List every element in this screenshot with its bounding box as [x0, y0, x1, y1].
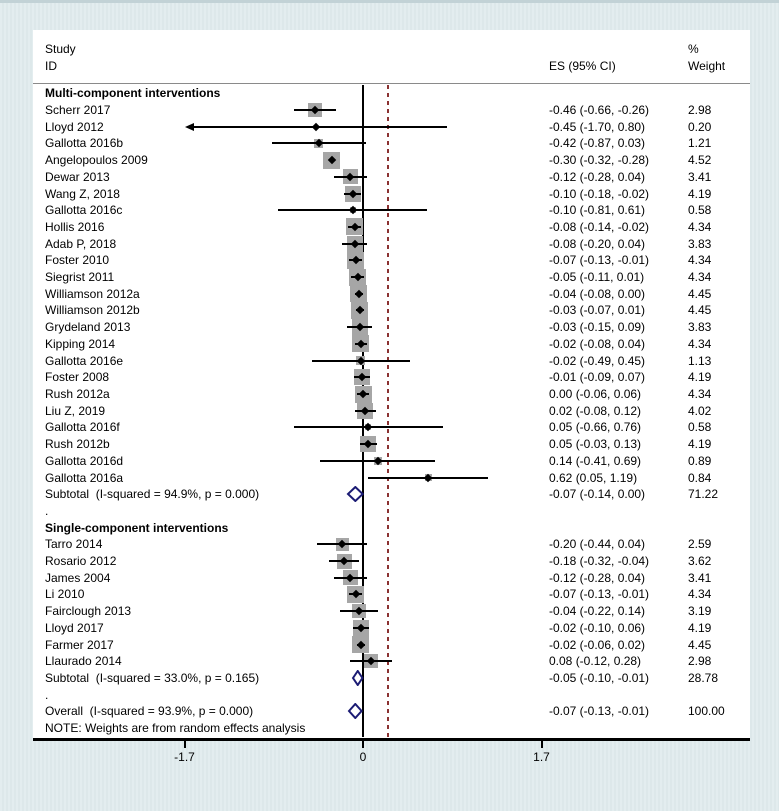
group-header-row	[33, 85, 750, 102]
weight-value: 3.62	[688, 554, 712, 569]
study-row	[33, 219, 750, 236]
study-label: Grydeland 2013	[45, 320, 131, 335]
weight-value: 2.98	[688, 654, 712, 669]
es-ci-value: -0.08 (-0.20, 0.04)	[549, 236, 646, 251]
column-header-es-ci: ES (95% CI)	[549, 59, 616, 73]
study-row	[33, 118, 750, 135]
study-row	[33, 235, 750, 252]
weight-value: 1.21	[688, 136, 712, 151]
study-label: Foster 2008	[45, 370, 110, 385]
weight-value: 4.34	[688, 270, 712, 285]
weight-value: 4.34	[688, 336, 712, 351]
study-row	[33, 185, 750, 202]
study-row	[33, 553, 750, 570]
study-label: Subtotal (I-squared = 33.0%, p = 0.165)	[45, 670, 260, 685]
es-ci-value: -0.45 (-1.70, 0.80)	[549, 119, 646, 134]
study-row	[33, 169, 750, 186]
study-row	[33, 586, 750, 603]
note-text: NOTE: Weights are from random effects analysis	[45, 721, 306, 736]
es-ci-value: -0.01 (-0.09, 0.07)	[549, 370, 646, 385]
es-ci-value: -0.10 (-0.81, 0.61)	[549, 203, 646, 218]
weight-value: 4.45	[688, 637, 712, 652]
study-row	[33, 436, 750, 453]
weight-value: 3.19	[688, 604, 712, 619]
es-ci-value: -0.05 (-0.10, -0.01)	[549, 670, 650, 685]
study-label: Dewar 2013	[45, 169, 110, 184]
dot-label: .	[45, 687, 49, 702]
study-row	[33, 302, 750, 319]
study-row	[33, 636, 750, 653]
weight-value: 1.13	[688, 353, 712, 368]
column-header-id: ID	[45, 59, 57, 73]
plot-body	[33, 85, 750, 737]
weight-value: 4.34	[688, 219, 712, 234]
es-ci-value: -0.02 (-0.49, 0.45)	[549, 353, 646, 368]
x-axis-line	[33, 738, 750, 741]
weight-value: 4.34	[688, 387, 712, 401]
plot-panel	[33, 30, 750, 738]
study-label: Rush 2012b	[45, 437, 110, 452]
study-label: Rush 2012a	[45, 387, 110, 401]
column-header-weight: Weight	[688, 59, 726, 73]
left-arrow-icon	[185, 123, 194, 131]
weight-value: 2.59	[688, 537, 712, 552]
weight-value: 100.00	[688, 704, 725, 719]
dot-label: .	[45, 503, 49, 518]
es-ci-value: -0.07 (-0.14, 0.00)	[549, 487, 646, 502]
x-tick-label: 0	[359, 750, 367, 764]
study-label: Williamson 2012a	[45, 286, 140, 301]
es-ci-value: -0.42 (-0.87, 0.03)	[549, 136, 646, 151]
study-row	[33, 152, 750, 169]
pooled-diamond	[351, 670, 364, 686]
weight-value: 3.41	[688, 169, 712, 184]
study-label: Gallotta 2016b	[45, 136, 124, 151]
weight-value: 4.34	[688, 253, 712, 268]
es-ci-value: -0.02 (-0.08, 0.04)	[549, 336, 646, 351]
study-label: Scherr 2017	[45, 103, 111, 118]
x-tick-label: 1.7	[533, 750, 550, 764]
study-label: Siegrist 2011	[45, 270, 115, 285]
x-tick	[184, 741, 186, 748]
weight-value: 3.83	[688, 320, 712, 335]
es-ci-value: -0.18 (-0.32, -0.04)	[549, 554, 650, 569]
study-label: Rosario 2012	[45, 554, 117, 569]
study-label: Adab P, 2018	[45, 236, 117, 251]
es-ci-value: -0.02 (-0.10, 0.06)	[549, 620, 646, 635]
study-label: Liu Z, 2019	[45, 403, 106, 418]
es-ci-value: 0.02 (-0.08, 0.12)	[549, 403, 642, 418]
study-label: Llaurado 2014	[45, 654, 122, 669]
weight-value: 4.19	[688, 437, 712, 452]
group-label: Multi-component interventions	[45, 86, 221, 101]
study-label: Overall (I-squared = 93.9%, p = 0.000)	[45, 704, 254, 719]
study-label: Foster 2010	[45, 253, 110, 268]
header-divider-line	[33, 83, 750, 84]
subtotal-row	[33, 670, 750, 687]
study-row	[33, 536, 750, 553]
study-label: Subtotal (I-squared = 94.9%, p = 0.000)	[45, 487, 260, 502]
weight-value: 4.45	[688, 303, 712, 318]
study-label: Gallotta 2016e	[45, 353, 124, 368]
study-row	[33, 419, 750, 436]
es-ci-value: -0.02 (-0.06, 0.02)	[549, 637, 646, 652]
es-ci-value: -0.12 (-0.28, 0.04)	[549, 570, 646, 585]
weight-value: 3.83	[688, 236, 712, 251]
pooled-diamond	[347, 703, 364, 719]
study-label: Gallotta 2016c	[45, 203, 123, 218]
es-ci-value: -0.03 (-0.15, 0.09)	[549, 320, 646, 335]
es-ci-value: -0.05 (-0.11, 0.01)	[549, 270, 645, 285]
es-ci-value: 0.08 (-0.12, 0.28)	[549, 654, 642, 669]
study-row	[33, 135, 750, 152]
weight-value: 28.78	[688, 670, 719, 685]
pooled-diamond	[346, 486, 365, 502]
es-ci-value: -0.07 (-0.13, -0.01)	[549, 704, 650, 719]
es-ci-value: -0.03 (-0.07, 0.01)	[549, 303, 646, 318]
study-row	[33, 269, 750, 286]
es-ci-value: 0.14 (-0.41, 0.69)	[549, 453, 642, 468]
study-label: Gallotta 2016a	[45, 470, 124, 485]
spacer-dot-row	[33, 503, 750, 520]
study-row	[33, 452, 750, 469]
weight-value: 4.19	[688, 370, 712, 385]
group-label: Single-component interventions	[45, 520, 229, 535]
weight-value: 4.02	[688, 403, 712, 418]
study-row	[33, 620, 750, 637]
es-ci-value: -0.04 (-0.22, 0.14)	[549, 604, 646, 619]
weight-value: 4.19	[688, 620, 712, 635]
weight-value: 4.34	[688, 587, 712, 602]
weight-value: 0.58	[688, 420, 712, 435]
note-row	[33, 720, 750, 737]
weight-value: 0.58	[688, 203, 712, 218]
study-label: Li 2010	[45, 587, 85, 602]
study-label: Lloyd 2012	[45, 119, 104, 134]
column-header-study: Study	[45, 42, 76, 56]
study-row	[33, 603, 750, 620]
study-row	[33, 319, 750, 336]
weight-value: 0.20	[688, 119, 712, 134]
weight-value: 4.19	[688, 186, 712, 201]
subtotal-row	[33, 486, 750, 503]
study-row	[33, 352, 750, 369]
study-row	[33, 402, 750, 419]
es-ci-value: -0.10 (-0.18, -0.02)	[549, 186, 650, 201]
study-label: Farmer 2017	[45, 637, 114, 652]
column-header-percent: %	[688, 42, 699, 56]
es-ci-value: -0.07 (-0.13, -0.01)	[549, 587, 650, 602]
weight-value: 4.52	[688, 153, 712, 168]
study-label: Gallotta 2016d	[45, 453, 124, 468]
overall-row	[33, 703, 750, 720]
weight-value: 71.22	[688, 487, 719, 502]
weight-value: 2.98	[688, 103, 712, 118]
x-tick	[541, 741, 543, 748]
es-ci-value: -0.08 (-0.14, -0.02)	[549, 219, 650, 234]
spacer-dot-row	[33, 686, 750, 703]
study-label: Gallotta 2016f	[45, 420, 120, 435]
es-ci-value: -0.30 (-0.32, -0.28)	[549, 153, 650, 168]
study-row	[33, 336, 750, 353]
study-row	[33, 285, 750, 302]
study-row	[33, 369, 750, 386]
study-label: Fairclough 2013	[45, 604, 132, 619]
es-ci-value: 0.05 (-0.66, 0.76)	[549, 420, 642, 435]
study-row	[33, 386, 750, 403]
x-tick	[362, 741, 364, 748]
es-ci-value: -0.20 (-0.44, 0.04)	[549, 537, 646, 552]
study-row	[33, 202, 750, 219]
weight-value: 3.41	[688, 570, 712, 585]
es-ci-value: 0.00 (-0.06, 0.06)	[549, 387, 642, 401]
es-ci-value: -0.12 (-0.28, 0.04)	[549, 169, 646, 184]
study-label: Kipping 2014	[45, 336, 116, 351]
weight-value: 0.89	[688, 453, 712, 468]
es-ci-value: 0.62 (0.05, 1.19)	[549, 470, 638, 485]
es-ci-value: -0.46 (-0.66, -0.26)	[549, 103, 650, 118]
study-label: Tarro 2014	[45, 537, 103, 552]
weight-value: 4.45	[688, 286, 712, 301]
es-ci-value: -0.07 (-0.13, -0.01)	[549, 253, 650, 268]
study-label: Williamson 2012b	[45, 303, 140, 318]
study-label: Lloyd 2017	[45, 620, 104, 635]
es-ci-value: 0.05 (-0.03, 0.13)	[549, 437, 642, 452]
study-label: Angelopoulos 2009	[45, 153, 148, 168]
study-row	[33, 102, 750, 119]
study-label: Hollis 2016	[45, 219, 105, 234]
study-label: Wang Z, 2018	[45, 186, 120, 201]
study-row	[33, 653, 750, 670]
x-tick-label: -1.7	[174, 750, 195, 764]
es-ci-value: -0.04 (-0.08, 0.00)	[549, 286, 646, 301]
group-header-row	[33, 519, 750, 536]
study-row	[33, 569, 750, 586]
study-label: James 2004	[45, 570, 111, 585]
study-row	[33, 252, 750, 269]
study-row	[33, 469, 750, 486]
weight-value: 0.84	[688, 470, 712, 485]
